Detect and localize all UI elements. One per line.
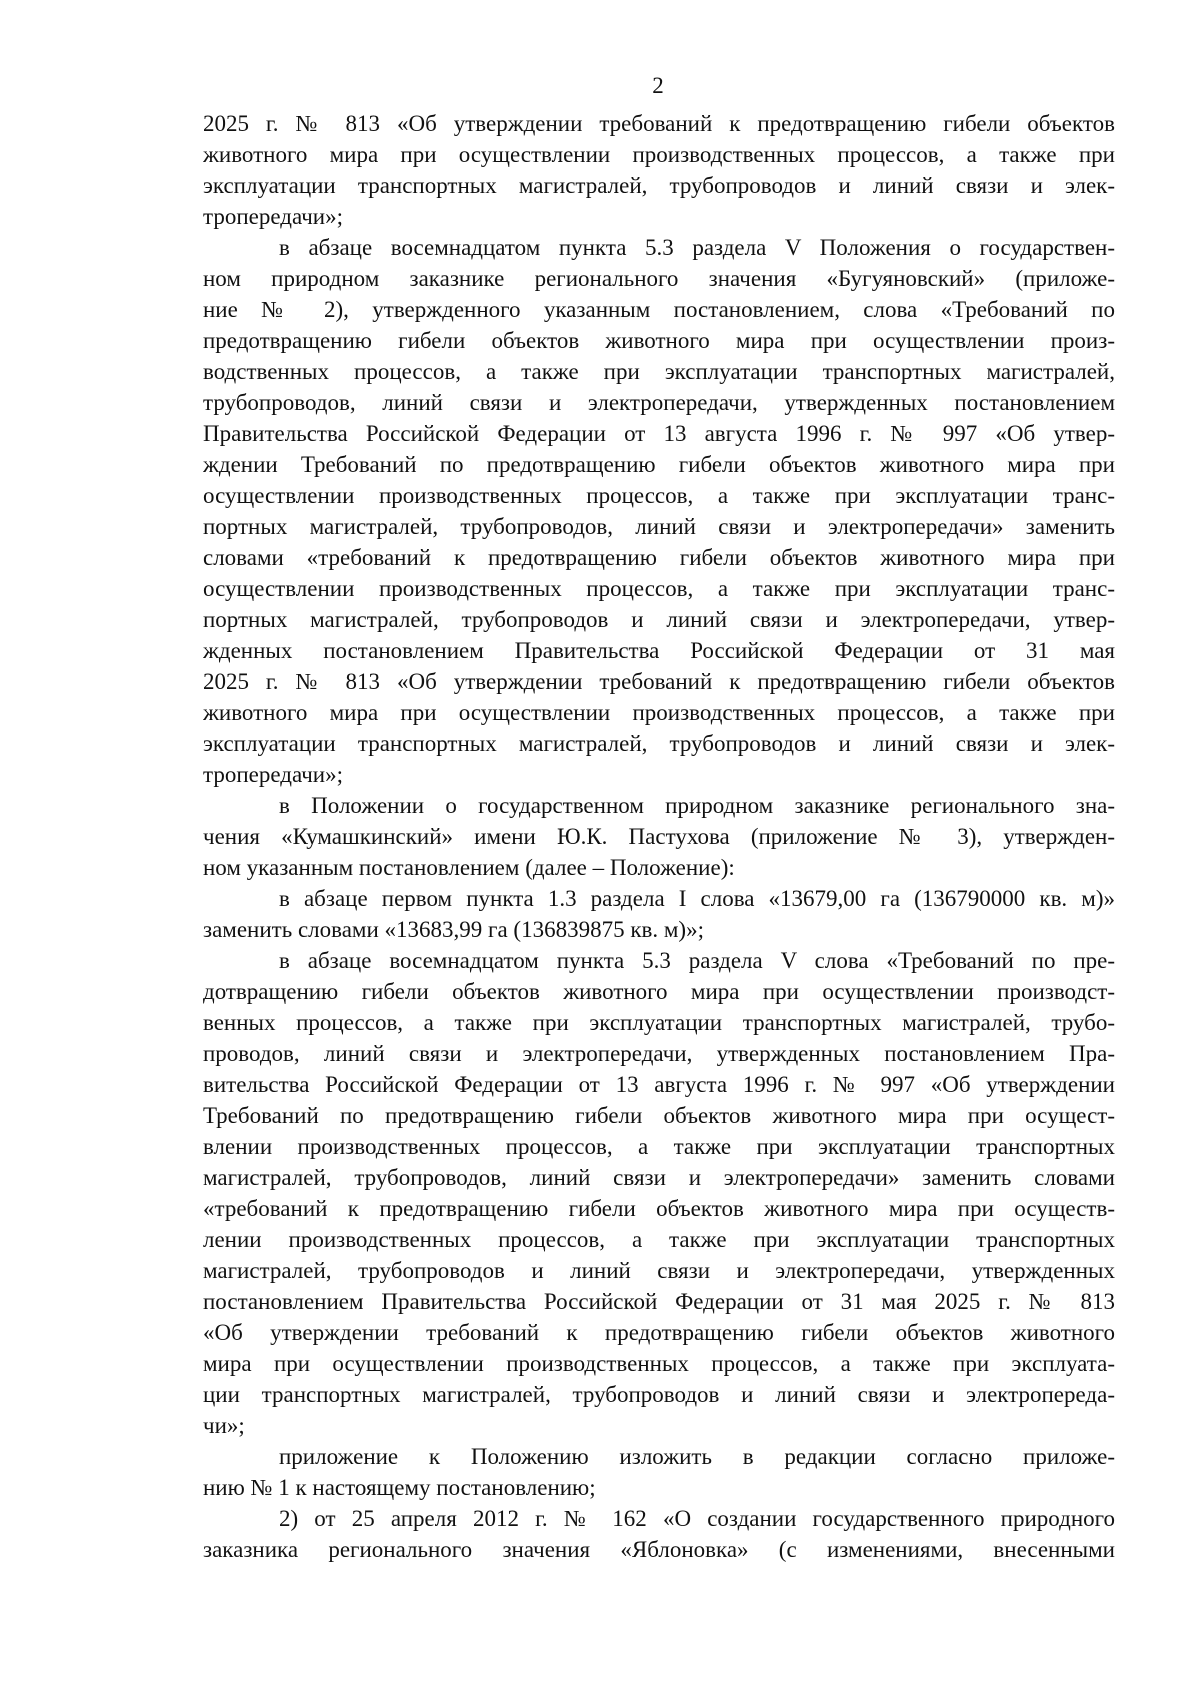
text-line: магистралей, трубопроводов, линий связи и электропередачи» заменить словами <box>203 1165 1115 1190</box>
text-line: портных магистралей, трубопроводов, линий связи и электропередачи» заменить <box>203 514 1115 539</box>
text-line: заменить словами «13683,99 га (136839875 кв. м)»; <box>203 917 704 942</box>
text-line: в Положении о государственном природном заказнике регионального зна- <box>279 793 1115 818</box>
text-line: постановлением Правительства Российской Федерации от 31 мая 2025 г. № 813 <box>203 1289 1115 1314</box>
text-line: трубопроводов, линий связи и электропередачи, утвержденных постановлением <box>203 390 1115 415</box>
text-line: чения «Кумашкинский» имени Ю.К. Пастухова (приложение № 3), утвержден- <box>203 824 1115 849</box>
text-line: ном указанным постановлением (далее – Положение): <box>203 855 735 880</box>
text-line: эксплуатации транспортных магистралей, трубопроводов и линий связи и элек- <box>203 173 1115 198</box>
text-line: проводов, линий связи и электропередачи, утвержденных постановлением Пра- <box>203 1041 1115 1066</box>
text-line: «требований к предотвращению гибели объектов животного мира при осуществ- <box>203 1196 1115 1221</box>
text-line: влении производственных процессов, а также при эксплуатации транспортных <box>203 1134 1115 1159</box>
text-line: животного мира при осуществлении производственных процессов, а также при <box>203 700 1115 725</box>
text-line: эксплуатации транспортных магистралей, трубопроводов и линий связи и элек- <box>203 731 1115 756</box>
text-line: в абзаце первом пункта 1.3 раздела I слова «13679,00 га (136790000 кв. м)» <box>279 886 1115 911</box>
text-line: дотвращению гибели объектов животного мира при осуществлении производст- <box>203 979 1115 1004</box>
text-line: 2025 г. № 813 «Об утверждении требований к предотвращению гибели объектов <box>203 669 1115 694</box>
text-line: 2) от 25 апреля 2012 г. № 162 «О создании государственного природного <box>279 1506 1115 1531</box>
text-line: словами «требований к предотвращению гибели объектов животного мира при <box>203 545 1115 570</box>
text-line: портных магистралей, трубопроводов и линий связи и электропередачи, утвер- <box>203 607 1115 632</box>
text-line: жденных постановлением Правительства Российской Федерации от 31 мая <box>203 638 1115 663</box>
text-line: приложение к Положению изложить в редакции согласно приложе- <box>279 1444 1115 1469</box>
text-line: чи»; <box>203 1413 245 1438</box>
text-line: ции транспортных магистралей, трубопроводов и линий связи и электропереда- <box>203 1382 1115 1407</box>
text-line: в абзаце восемнадцатом пункта 5.3 раздела V Положения о государствен- <box>279 235 1115 260</box>
text-line: осуществлении производственных процессов, а также при эксплуатации транс- <box>203 483 1115 508</box>
text-line: 2025 г. № 813 «Об утверждении требований к предотвращению гибели объектов <box>203 111 1115 136</box>
text-line: водственных процессов, а также при эксплуатации транспортных магистралей, <box>203 359 1115 384</box>
text-line: в абзаце восемнадцатом пункта 5.3 раздела V слова «Требований по пре- <box>279 948 1115 973</box>
text-line: мира при осуществлении производственных процессов, а также при эксплуата- <box>203 1351 1115 1376</box>
text-line: вительства Российской Федерации от 13 августа 1996 г. № 997 «Об утверждении <box>203 1072 1115 1097</box>
text-line: лении производственных процессов, а также при эксплуатации транспортных <box>203 1227 1115 1252</box>
text-line: ждении Требований по предотвращению гибели объектов животного мира при <box>203 452 1115 477</box>
text-line: Правительства Российской Федерации от 13 августа 1996 г. № 997 «Об утвер- <box>203 421 1115 446</box>
text-line: Требований по предотвращению гибели объектов животного мира при осущест- <box>203 1103 1115 1128</box>
text-line: животного мира при осуществлении производственных процессов, а также при <box>203 142 1115 167</box>
page-number: 2 <box>652 73 664 98</box>
text-line: предотвращению гибели объектов животного мира при осуществлении произ- <box>203 328 1115 353</box>
text-line: заказника регионального значения «Яблоновка» (с изменениями, внесенными <box>203 1537 1115 1562</box>
text-line: ном природном заказнике регионального значения «Бугуяновский» (приложе- <box>203 266 1115 291</box>
text-line: венных процессов, а также при эксплуатации транспортных магистралей, трубо- <box>203 1010 1115 1035</box>
text-line: ние № 2), утвержденного указанным постановлением, слова «Требований по <box>203 297 1115 322</box>
text-line: тропередачи»; <box>203 204 344 229</box>
text-line: «Об утверждении требований к предотвращению гибели объектов животного <box>203 1320 1115 1345</box>
text-line: тропередачи»; <box>203 762 344 787</box>
text-line: магистралей, трубопроводов и линий связи и электропередачи, утвержденных <box>203 1258 1115 1283</box>
text-line: нию № 1 к настоящему постановлению; <box>203 1475 596 1500</box>
text-line: осуществлении производственных процессов, а также при эксплуатации транс- <box>203 576 1115 601</box>
document-body <box>203 108 1115 1565</box>
